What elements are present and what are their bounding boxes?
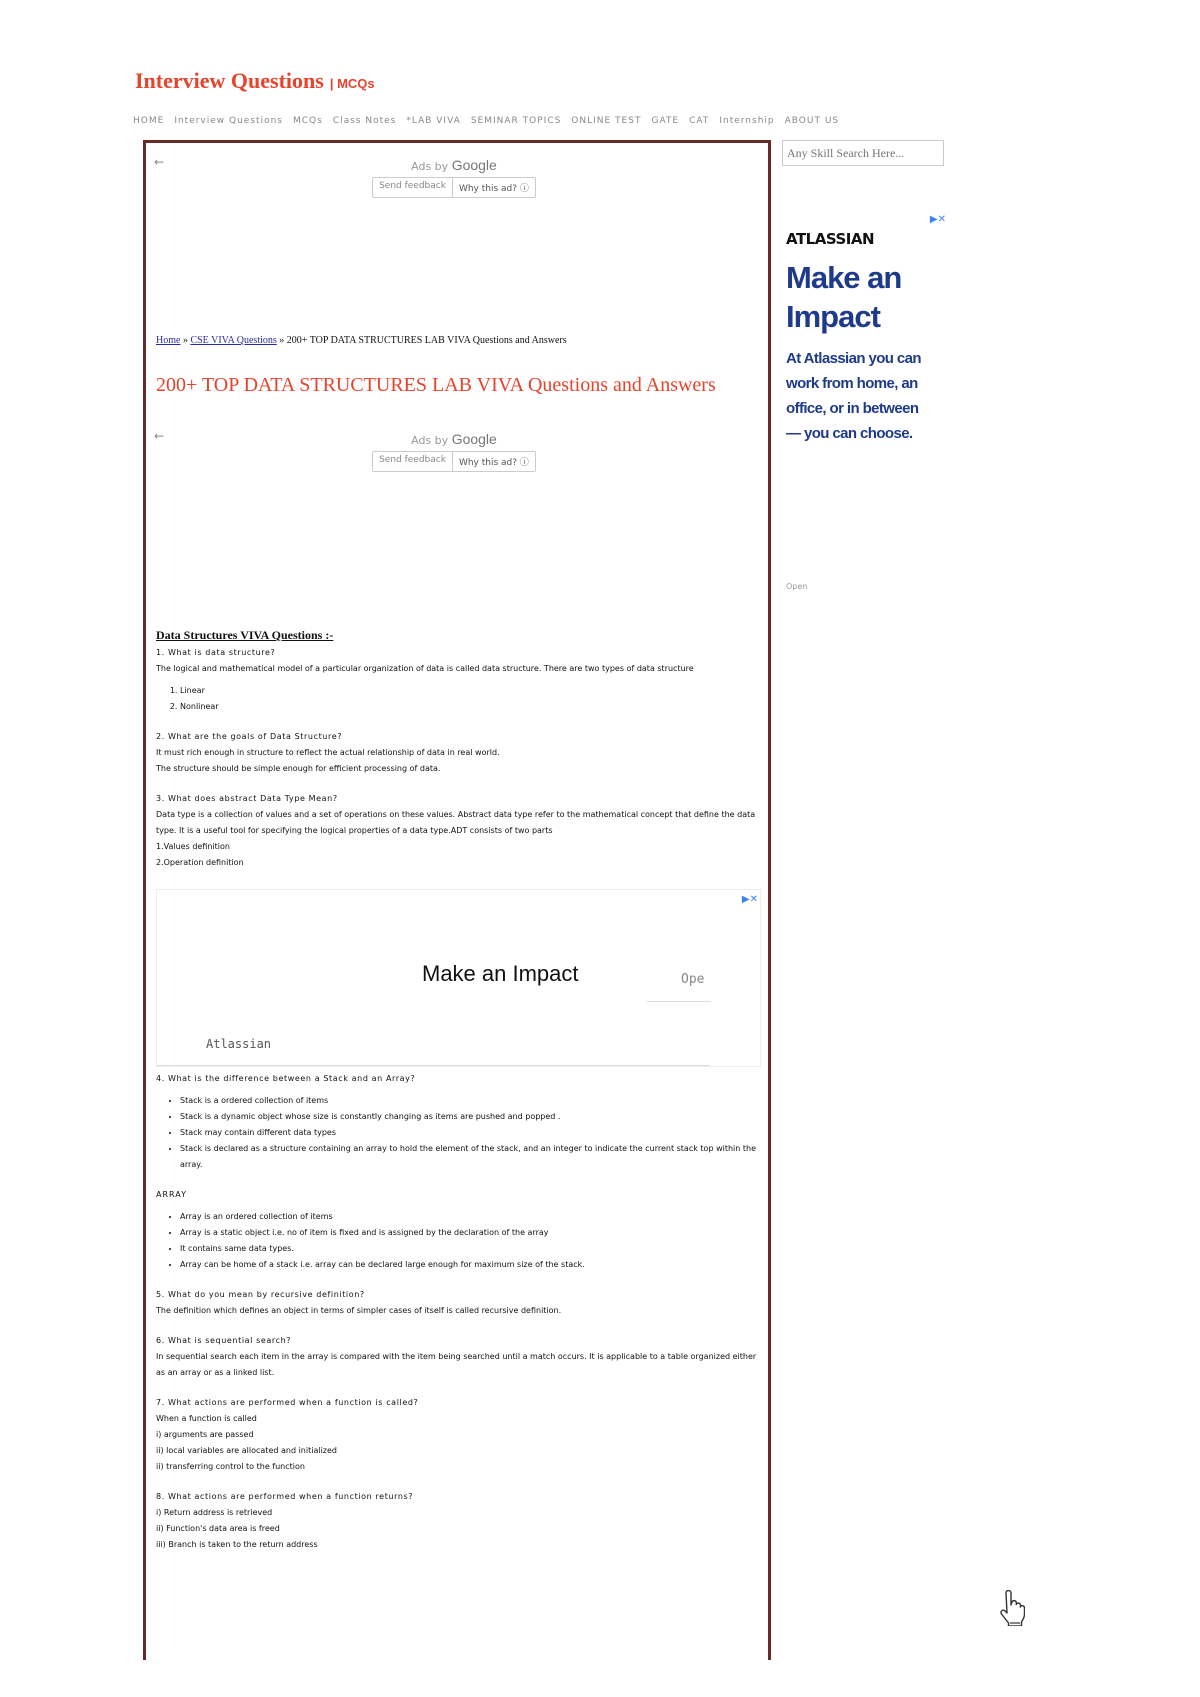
array-list bbox=[156, 1209, 761, 1273]
answer-7-line: i) arguments are passed bbox=[156, 1430, 254, 1439]
answer-5: The definition which defines an object in terms of simpler cases of itself is called recursive definition. bbox=[156, 1306, 562, 1315]
ad-headline[interactable]: Make an Impact bbox=[422, 961, 579, 986]
ad-open-button[interactable]: Open bbox=[786, 582, 808, 591]
nav-class-notes[interactable]: Class Notes bbox=[332, 116, 397, 126]
list-item: • Stack is a ordered collection of items bbox=[180, 1093, 761, 1109]
list-item: • Array can be home of a stack i.e. array can be declared large enough for maximum size of the stack. bbox=[180, 1257, 761, 1273]
ad-headline[interactable]: Make an Impact bbox=[786, 260, 902, 334]
why-this-ad-button[interactable]: Why this ad? ⓘ bbox=[452, 452, 535, 471]
ads-by-google-label: Ads by Google bbox=[411, 431, 497, 447]
mid-ad-slot bbox=[154, 429, 754, 472]
send-feedback-button[interactable]: Send feedback bbox=[379, 455, 446, 465]
answer-2-line: The structure should be simple enough for efficient processing of data. bbox=[156, 764, 441, 773]
list-item: • Stack is a dynamic object whose size is constantly changing as items are pushed and popped . bbox=[180, 1109, 761, 1125]
answer-7-line: When a function is called bbox=[156, 1414, 257, 1423]
answer-8-line: i) Return address is retrieved bbox=[156, 1508, 273, 1517]
article-content bbox=[156, 627, 761, 1553]
answer-2-line: It must rich enough in structure to reflect the actual relationship of data in real world. bbox=[156, 748, 500, 757]
ads-by-google-label: Ads by Google bbox=[411, 157, 497, 173]
main-nav bbox=[133, 116, 839, 126]
ad-open-button[interactable]: Ope bbox=[681, 972, 705, 987]
nav-interview-questions[interactable]: Interview Questions bbox=[174, 116, 283, 126]
question-4: 4. What is the difference between a Stack and an Array? bbox=[156, 1074, 416, 1083]
site-header bbox=[135, 68, 375, 94]
nav-about-us[interactable]: ABOUT US bbox=[784, 116, 840, 126]
answer-6: In sequential search each item in the array is compared with the item being searched until a match occurs. It is applicable to a table organized either as an array or as a linked list. bbox=[156, 1352, 757, 1377]
answer-8-line: iii) Branch is taken to the return address bbox=[156, 1540, 318, 1549]
breadcrumb-home-link[interactable]: Home bbox=[156, 335, 181, 346]
list-item: • Stack is declared as a structure containing an array to hold the element of the stack, and an integer to indicate the current stack top within the array. bbox=[180, 1141, 761, 1173]
breadcrumb-current: 200+ TOP DATA STRUCTURES LAB VIVA Questions and Answers bbox=[286, 335, 567, 346]
question-2: 2. What are the goals of Data Structure? bbox=[156, 732, 343, 741]
nav-seminar-topics[interactable]: SEMINAR TOPICS bbox=[470, 116, 562, 126]
answer-7-line: ii) local variables are allocated and initialized bbox=[156, 1446, 337, 1455]
list-item: • It contains same data types. bbox=[180, 1241, 761, 1257]
answer-7-line: ii) transferring control to the function bbox=[156, 1462, 305, 1471]
why-this-ad-button[interactable]: Why this ad? ⓘ bbox=[452, 178, 535, 197]
array-label: ARRAY bbox=[156, 1190, 188, 1199]
ad-body[interactable]: At Atlassian you can work from home, an office, or in between — you can choose. bbox=[786, 350, 921, 442]
divider bbox=[157, 1065, 710, 1066]
nav-internship[interactable]: Internship bbox=[719, 116, 775, 126]
nav-lab-viva[interactable]: *LAB VIVA bbox=[406, 116, 461, 126]
answer-3: Data type is a collection of values and a set of operations on these values. Abstract data type refer to the mathematical concept that define the data type. It is a useful tool for specifying the logical properties of a data type.ADT consists of two parts bbox=[156, 810, 756, 835]
top-ad-slot bbox=[154, 155, 754, 198]
question-8: 8. What actions are performed when a function returns? bbox=[156, 1492, 414, 1501]
breadcrumb-category-link[interactable]: CSE VIVA Questions bbox=[190, 335, 277, 346]
left-arrow-icon[interactable]: ← bbox=[154, 155, 165, 169]
nav-gate[interactable]: GATE bbox=[651, 116, 680, 126]
send-feedback-button[interactable]: Send feedback bbox=[379, 181, 446, 191]
answer-1-list bbox=[156, 683, 761, 715]
adchoices-icon[interactable]: ▶✕ bbox=[929, 214, 946, 225]
question-7: 7. What actions are performed when a function is called? bbox=[156, 1398, 419, 1407]
main-content-box bbox=[143, 140, 771, 1660]
ad-brand[interactable]: Atlassian bbox=[206, 1037, 272, 1051]
answer-1: The logical and mathematical model of a particular organization of data is called data structure. There are two types of data structure bbox=[156, 664, 694, 673]
list-item: • Array is a static object i.e. no of item is fixed and is assigned by the declaration of the array bbox=[180, 1225, 761, 1241]
breadcrumb: Home » CSE VIVA Questions » 200+ TOP DATA STRUCTURES LAB VIVA Questions and Answers bbox=[156, 335, 567, 346]
site-subtitle[interactable]: | MCQs bbox=[329, 76, 375, 91]
section-heading: Data Structures VIVA Questions :- bbox=[156, 628, 334, 642]
answer-3-line: 1.Values definition bbox=[156, 842, 230, 851]
question-6: 6. What is sequential search? bbox=[156, 1336, 292, 1345]
nav-mcqs[interactable]: MCQs bbox=[292, 116, 323, 126]
nav-home[interactable]: HOME bbox=[133, 116, 165, 126]
list-item: 1. Linear bbox=[180, 683, 761, 699]
question-1: 1. What is data structure? bbox=[156, 648, 276, 657]
inline-ad[interactable] bbox=[156, 889, 761, 1067]
ad-brand[interactable]: ATLASSIAN bbox=[786, 230, 875, 248]
question-3: 3. What does abstract Data Type Mean? bbox=[156, 794, 338, 803]
list-item: • Stack may contain different data types bbox=[180, 1125, 761, 1141]
skill-search-input[interactable] bbox=[782, 140, 944, 166]
adchoices-icon[interactable]: ▶✕ bbox=[741, 894, 758, 905]
nav-cat[interactable]: CAT bbox=[689, 116, 710, 126]
ad-feedback-buttons bbox=[372, 177, 536, 198]
hand-pointer-icon bbox=[995, 1590, 1025, 1626]
stack-list bbox=[156, 1093, 761, 1173]
answer-3-line: 2.Operation definition bbox=[156, 858, 244, 867]
list-item: • Array is an ordered collection of items bbox=[180, 1209, 761, 1225]
divider bbox=[647, 1001, 711, 1002]
left-arrow-icon[interactable]: ← bbox=[154, 429, 165, 443]
site-title-link[interactable]: Interview Questions bbox=[135, 68, 324, 93]
ad-feedback-buttons bbox=[372, 451, 536, 472]
answer-8-line: ii) Function's data area is freed bbox=[156, 1524, 280, 1533]
nav-online-test[interactable]: ONLINE TEST bbox=[571, 116, 642, 126]
list-item: 2. Nonlinear bbox=[180, 699, 761, 715]
post-title: 200+ TOP DATA STRUCTURES LAB VIVA Questions and Answers bbox=[156, 374, 716, 396]
question-5: 5. What do you mean by recursive definition? bbox=[156, 1290, 365, 1299]
